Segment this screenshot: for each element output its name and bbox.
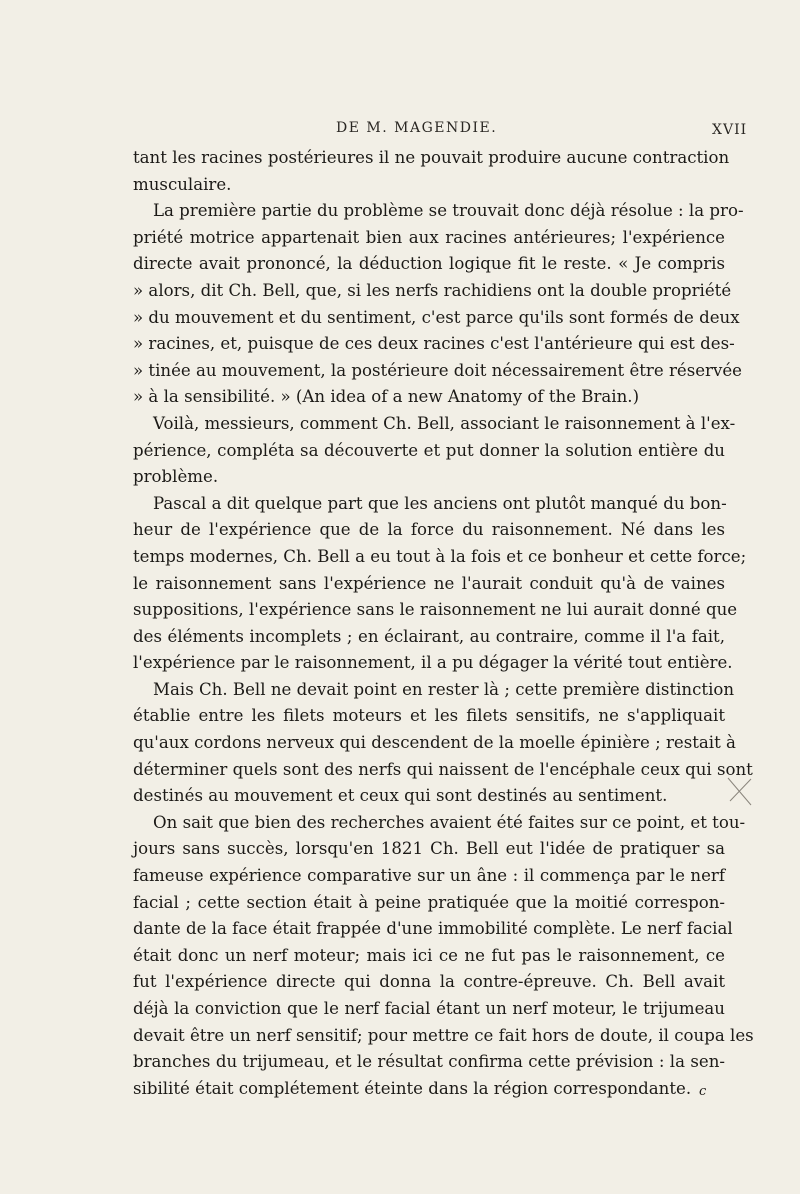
text-line: problème. [133, 467, 219, 487]
text-line: » tinée au mouvement, la postérieure doit nécessairement être réservée [133, 360, 742, 380]
text-line: destinés au mouvement et ceux qui sont destinés au sentiment. [133, 786, 668, 806]
text-line: dante de la face était frappée d'une immobilité complète. Le nerf facial [133, 919, 733, 939]
signature-mark: c [699, 1084, 707, 1099]
text-line: musculaire. [133, 174, 232, 194]
text-line: Voilà, messieurs, comment Ch. Bell, associant le raisonnement à l'ex- [153, 413, 736, 433]
text-line: devait être un nerf sensitif; pour mettre ce fait hors de doute, il coupa les [133, 1025, 754, 1045]
text-line: heur de l'expérience que de la force du raisonnement. Né dans les [133, 520, 725, 540]
body-text [133, 145, 754, 1102]
text-line: suppositions, l'expérience sans le raisonnement ne lui aurait donné que [133, 600, 738, 620]
text-line: » à la sensibilité. » (An idea of a new Anatomy of the Brain.) [133, 387, 640, 407]
text-line: temps modernes, Ch. Bell a eu tout à la fois et ce bonheur et cette force; [133, 546, 747, 566]
margin-mark [727, 777, 753, 807]
text-line: fameuse expérience comparative sur un âne : il commença par le nerf [133, 866, 725, 886]
page-number: XVII [712, 122, 748, 138]
text-line: On sait que bien des recherches avaient été faites sur ce point, et tou- [153, 812, 746, 832]
text-line: était donc un nerf moteur; mais ici ce ne fut pas le raisonnement, ce [133, 945, 725, 965]
text-line: sibilité était complétement éteinte dans la région correspondante. [133, 1078, 692, 1098]
text-line: l'expérience par le raisonnement, il a pu dégager la vérité tout entière. [133, 653, 733, 673]
text-line: fut l'expérience directe qui donna la contre-épreuve. Ch. Bell avait [133, 972, 725, 992]
text-line: le raisonnement sans l'expérience ne l'aurait conduit qu'à de vaines [133, 573, 725, 593]
text-line: » racines, et, puisque de ces deux racines c'est l'antérieure qui est des- [133, 334, 735, 354]
text-line: périence, compléta sa découverte et put donner la solution entière du [133, 440, 725, 460]
text-line: priété motrice appartenait bien aux racines antérieures; l'expérience [133, 227, 725, 247]
text-line: » alors, dit Ch. Bell, que, si les nerfs rachidiens ont la double propriété [133, 280, 732, 300]
text-line: » du mouvement et du sentiment, c'est parce qu'ils sont formés de deux [133, 307, 740, 327]
text-line: établie entre les filets moteurs et les filets sensitifs, ne s'appliquait [133, 706, 725, 726]
running-head: DE M. MAGENDIE. [336, 120, 498, 136]
text-line: Pascal a dit quelque part que les anciens ont plutôt manqué du bon- [153, 493, 727, 513]
text-line: Mais Ch. Bell ne devait point en rester là ; cette première distinction [153, 679, 735, 699]
text-line: directe avait prononcé, la déduction logique fit le reste. « Je compris [133, 254, 725, 274]
text-line: facial ; cette section était à peine pratiquée que la moitié correspon- [133, 892, 725, 912]
text-line: branches du trijumeau, et le résultat confirma cette prévision : la sen- [133, 1052, 725, 1072]
text-line: déjà la conviction que le nerf facial étant un nerf moteur, le trijumeau [133, 999, 725, 1018]
text-line: tant les racines postérieures il ne pouvait produire aucune contraction [133, 148, 730, 167]
text-line: déterminer quels sont des nerfs qui naissent de l'encéphale ceux qui sont [133, 759, 753, 779]
text-line: La première partie du problème se trouvait donc déjà résolue : la pro- [153, 201, 744, 221]
text-line: des éléments incomplets ; en éclairant, au contraire, comme il l'a fait, [133, 626, 725, 646]
text-line: qu'aux cordons nerveux qui descendent de la moelle épinière ; restait à [133, 733, 736, 753]
text-line: jours sans succès, lorsqu'en 1821 Ch. Bell eut l'idée de pratiquer sa [133, 839, 725, 859]
